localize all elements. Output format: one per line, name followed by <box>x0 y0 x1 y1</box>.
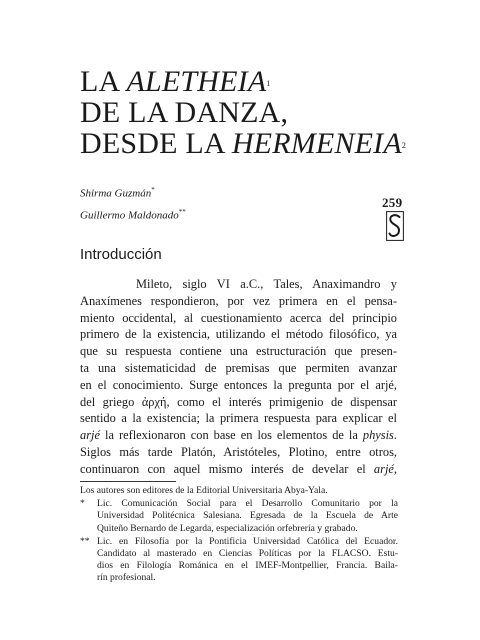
footnotes <box>80 485 398 586</box>
footnote-divider <box>80 481 176 482</box>
author-name: Guillermo Maldonado** <box>80 207 186 222</box>
body-line: en el conocimiento. Surge entonces la pregunta por el arjé, <box>80 377 397 392</box>
body-line: Mileto, siglo VI a.C., Tales, Anaximandro y <box>136 277 397 291</box>
publisher-s-logo-icon <box>386 211 404 241</box>
title-line-1: LA ALETHEIA$^1$ <box>80 65 271 98</box>
body-text <box>80 276 397 478</box>
title-word-hermeneia: HERMENEIA <box>231 127 402 160</box>
section-heading: Introducción <box>80 246 162 263</box>
footnote-ref-2: 2 <box>401 141 407 150</box>
author-name: Shirma Guzmán* <box>80 186 155 200</box>
footnote-marker: ** <box>80 535 90 547</box>
chapter-title <box>80 65 407 160</box>
title-word-aletheia: ALETHEIA <box>126 65 267 98</box>
body-line: sentido a la existencia; la primera respuesta para explicar el <box>80 411 397 426</box>
page-number: 259 <box>382 195 403 210</box>
body-line: que su respuesta contiene una estructuración que presen- <box>80 344 397 359</box>
body-line: ta una sistematicidad de premisas que permiten avanzar <box>80 360 397 375</box>
body-line: miento occidental, al cuestionamiento acerca del principio <box>80 310 397 325</box>
body-line: primero de la existencia, utilizando el método filosófico, ya <box>80 327 397 342</box>
footnote-author-2: ** Lic. en Filosofía por la Pontificia Universidad Católica del Ecuador. Candidato al masterado en Ciencias Políticas por la FLACSO. Estu- dios en Filología Románica en el IMEF-Montpellier, Francia. Baila- rín profesional. <box>80 535 398 584</box>
body-line: arjé la reflexionaron con base en los elementos de la physis. <box>80 428 397 443</box>
author-list <box>80 181 186 224</box>
body-line: del griego ἀρχή, como el interés primigenio de dispensar <box>80 394 397 409</box>
footnote-ref-1: 1 <box>266 79 271 88</box>
footnote-author-1: * Lic. Comunicación Social para el Desarrollo Comunitario por la Universidad Politécnica Salesiana. Egresada de la Escuela de Arte Quiteño Bernardo de Legarda, especialización orfebrería y grabado. <box>80 498 398 534</box>
body-line: continuaron con aquel mismo interés de develar el arjé, <box>80 461 397 476</box>
footnote-marker: * <box>80 498 85 510</box>
title-line-3: DESDE LA HERMENEIA$^2$ <box>80 127 407 160</box>
title-line-2: DE LA DANZA, <box>80 96 289 129</box>
body-line: Siglos más tarde Platón, Aristóteles, Plotino, entre otros, <box>80 444 397 459</box>
footnote-source: Los autores son editores de la Editorial Universitaria Abya-Yala. <box>80 485 328 496</box>
body-line: Anaxímenes respondieron, por vez primera en el pensa- <box>80 293 397 308</box>
